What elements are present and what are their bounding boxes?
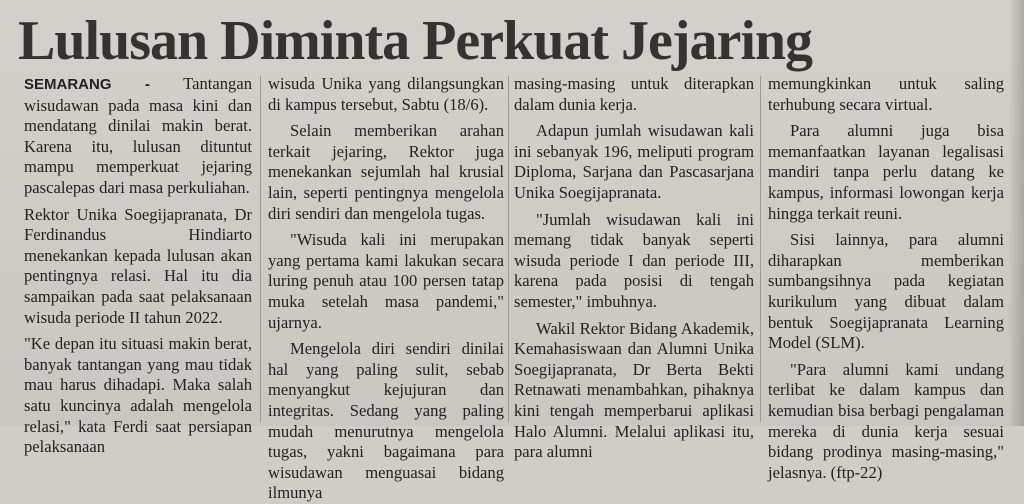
column-divider: [760, 76, 761, 422]
article-column-4: [768, 74, 1004, 482]
article-paragraph: Para alumni juga bisa memanfaatkan layanan legalisasi mandiri tanpa perlu datang ke kampus, informasi lowongan kerja hingga terkait reuni.: [768, 121, 1004, 223]
article-column-2: [268, 74, 504, 503]
paragraph-text: Tantangan wisudawan pada masa kini dan mendatang dinilai makin berat. Karena itu, lulusan dituntut mampu memperkuat jejaring pascalepas dari masa perkuliahan.: [24, 74, 252, 197]
article-column-1: [24, 74, 252, 457]
article-paragraph: "Ke depan itu situasi makin berat, banyak tantangan yang mau tidak mau harus dihadapi. Maka salah satu kuncinya adalah mengelola relasi," kata Ferdi saat persiapan pelaksanaan: [24, 334, 252, 457]
page-edge-shadow: [1008, 0, 1024, 426]
article-paragraph: "Wisuda kali ini merupakan yang pertama kami lakukan secara luring penuh atau 100 persen tatap muka setelah masa pandemi," ujarnya.: [268, 230, 504, 332]
dateline: SEMARANG -: [24, 76, 150, 93]
article-paragraph: memungkinkan untuk saling terhubung secara virtual.: [768, 74, 1004, 114]
article-paragraph: wisuda Unika yang dilangsungkan di kampus tersebut, Sabtu (18/6).: [268, 74, 504, 114]
article-paragraph: [24, 74, 252, 199]
article-paragraph: "Jumlah wisudawan kali ini memang tidak banyak seperti wisuda periode I dan periode III, karena pada posisi di tengah semester," imbuhnya.: [514, 209, 754, 311]
column-divider: [260, 76, 261, 422]
article-paragraph: Sisi lainnya, para alumni diharapkan memberikan sumbangsihnya pada kegiatan kurikulum yang dibuat dalam bentuk Soegijapranata Learning Model (SLM).: [768, 230, 1004, 353]
article-paragraph: masing-masing untuk diterapkan dalam dunia kerja.: [514, 74, 754, 114]
article-headline: Lulusan Diminta Perkuat Jejaring: [18, 10, 813, 72]
article-paragraph: Rektor Unika Soegijapranata, Dr Ferdinandus Hindiarto menekankan kepada lulusan akan pentingnya relasi. Hal itu dia sampaikan pada saat pelaksanaan wisuda periode II tahun 2022.: [24, 204, 252, 327]
article-paragraph: Mengelola diri sendiri dinilai hal yang paling sulit, sebab menyangkut kejujuran dan integritas. Sedang yang paling mudah menurutnya mengelola tugas, yakni bagaimana para wisudawan menguasai bidang ilmunya: [268, 339, 504, 503]
article-paragraph: Selain memberikan arahan terkait jejaring, Rektor juga menekankan sejumlah hal krusial lain, seperti pentingnya mengelola diri sendiri dan mengelola tugas.: [268, 121, 504, 223]
column-divider: [508, 76, 509, 422]
article-paragraph: "Para alumni kami undang terlibat ke dalam kampus dan kemudian bisa berbagi pengalaman mereka di dunia kerja sesuai bidang prodinya masing-masing," jelasnya. (ftp-22): [768, 359, 1004, 482]
article-paragraph: Wakil Rektor Bidang Akademik, Kemahasiswaan dan Alumni Unika Soegijapranata, Dr Berta Bekti Retnawati menambahkan, pihaknya kini tengah memperbarui aplikasi Halo Alumni. Melalui aplikasi itu, para alumni: [514, 318, 754, 462]
article-column-3: [514, 74, 754, 462]
article-paragraph: Adapun jumlah wisudawan kali ini sebanyak 196, meliputi program Diploma, Sarjana dan Pascasarjana Unika Soegijapranata.: [514, 121, 754, 202]
